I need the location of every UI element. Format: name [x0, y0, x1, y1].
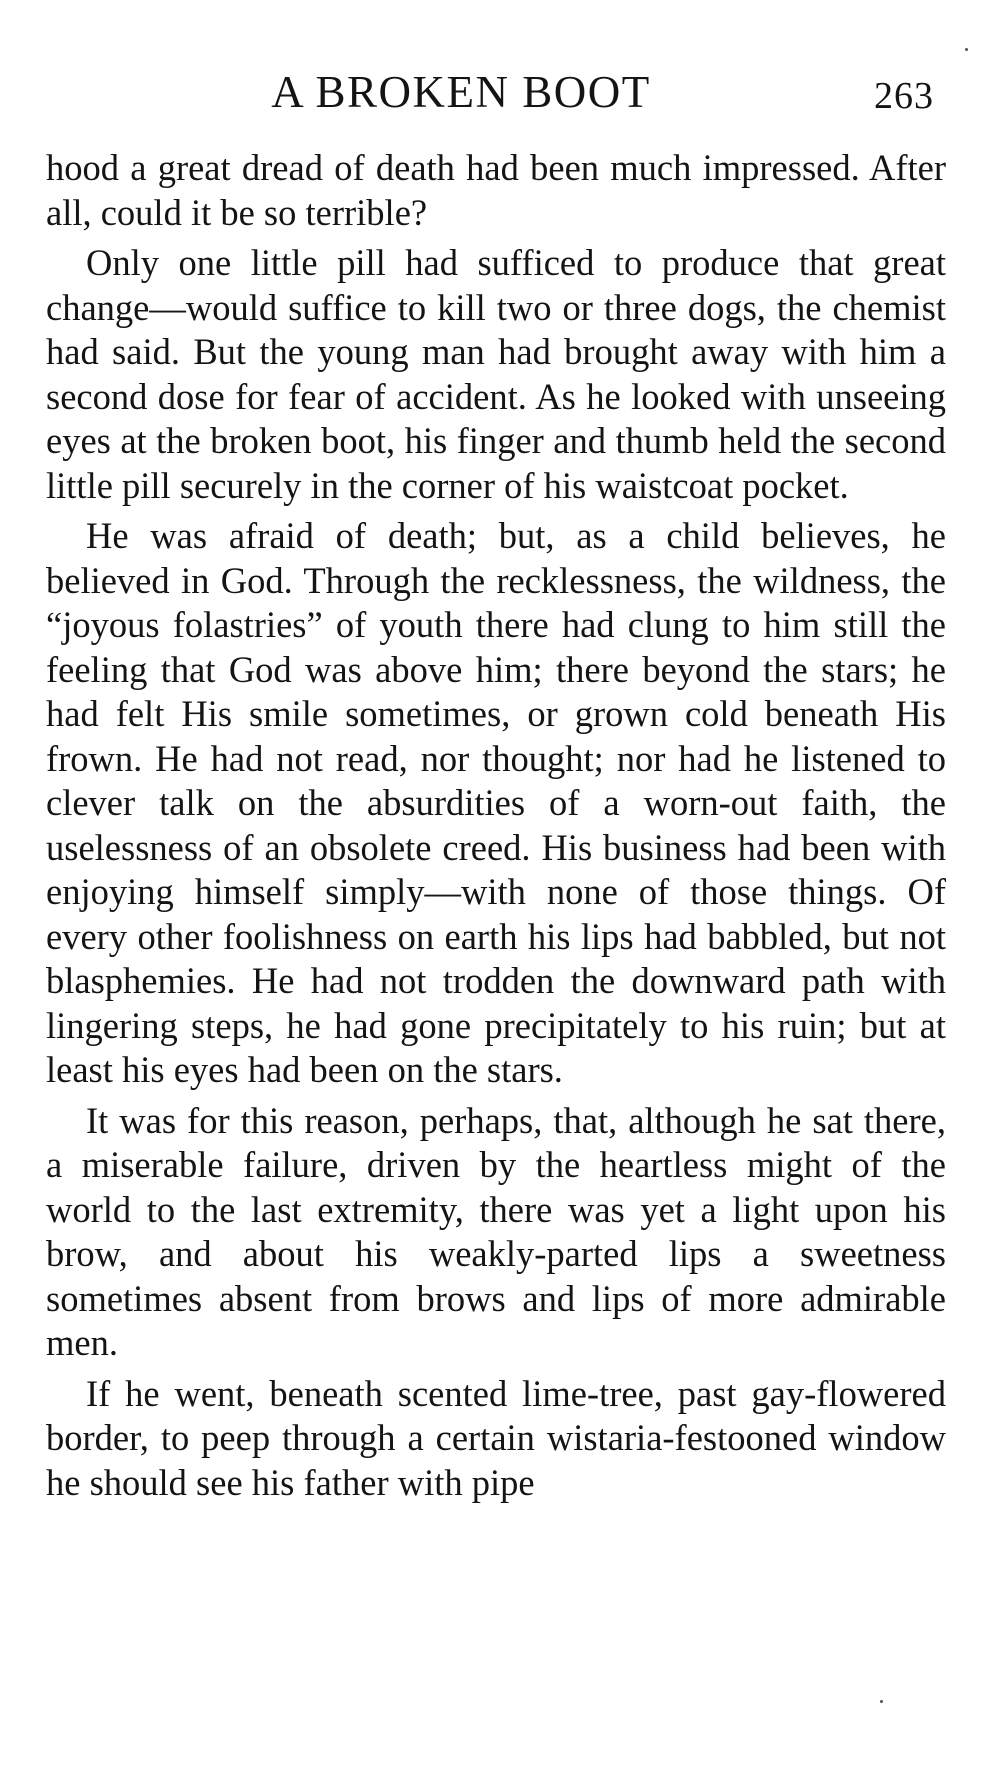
body-text — [46, 146, 946, 1511]
paragraph-3: He was afraid of death; but, as a child believes, he believed in God. Through the recklessness, the wildness, the “joyous folastries” of youth there had clung to him still the feeling that God was above him; there beyond the stars; he had felt His smile sometimes, or grown cold beneath His frown. He had not read, nor thought; nor had he listened to clever talk on the absurdities of a worn-out faith, the uselessness of an obsolete creed. His business had been with enjoying himself simply—with none of those things. Of every other foolishness on earth his lips had babbled, but not blasphemies. He had not trodden the downward path with lingering steps, he had gone precipitately to his ruin; but at least his eyes had been on the stars. — [46, 515, 946, 1090]
paragraph-1: hood a great dread of death had been much impressed. After all, could it be so terrible? — [46, 147, 946, 233]
print-speck — [965, 48, 968, 51]
paragraph-2: Only one little pill had sufficed to produce that great change—would suffice to kill two or three dogs, the chemist had said. But the young man had brought away with him a second dose for fear of accident. As he looked with unseeing eyes at the broken boot, his finger and thumb held the second little pill securely in the corner of his waistcoat pocket. — [46, 242, 946, 506]
page-number: 263 — [874, 75, 934, 117]
running-head — [46, 62, 946, 122]
paragraph-4: It was for this reason, perhaps, that, although he sat there, a miserable failure, driven by the heartless might of the world to the last extremity, there was yet a light upon his brow, and about his weakly-parted lips a sweetness sometimes absent from brows and lips of more admirable men. — [46, 1099, 946, 1363]
running-title: A BROKEN BOOT — [271, 67, 651, 117]
print-speck — [880, 1700, 883, 1703]
paragraph-5: If he went, beneath scented lime-tree, past gay-flowered border, to peep through a certain wistaria-festooned window he should see his father with pipe — [46, 1372, 946, 1503]
